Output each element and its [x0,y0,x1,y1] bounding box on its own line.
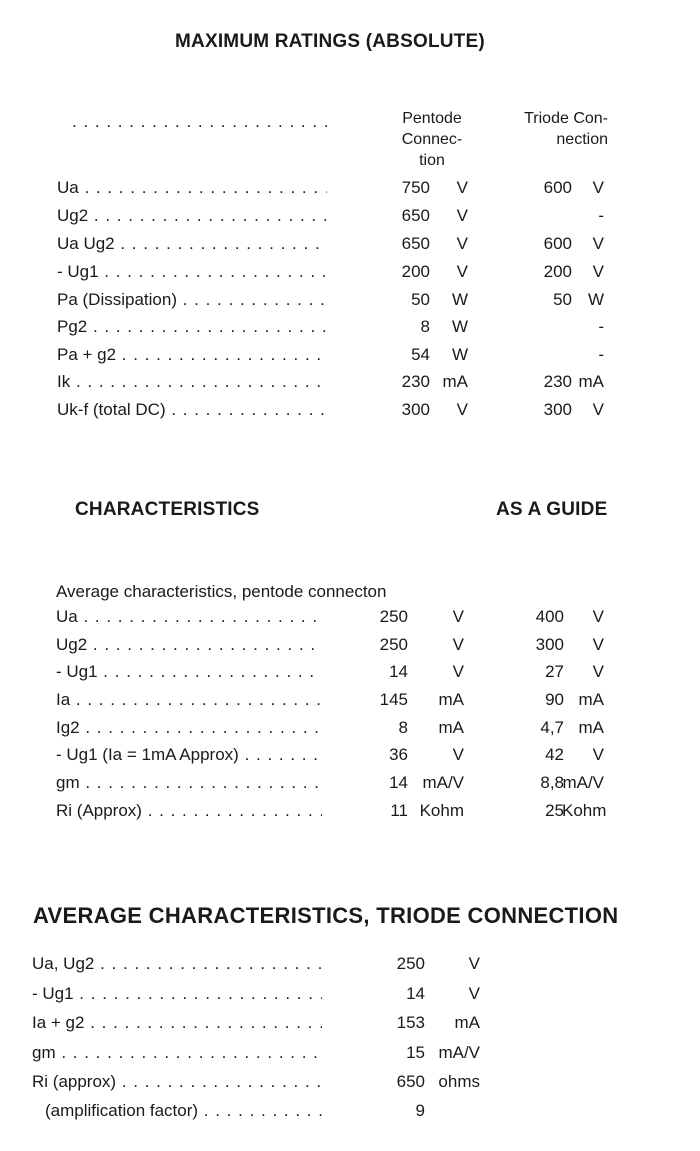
pentode-value-2: 8,8 [540,773,564,792]
row-label: Uk-f (total DC) . . . [57,400,327,420]
triode-unit: V [592,400,604,419]
row-label: Ug2 . . . [57,206,327,226]
pentode-value-2: 25 [545,801,564,820]
header-leader-dots [72,112,327,132]
pentode-unit-1: mA [438,718,464,737]
col-head-pentode: Pentode Connec- tion [401,110,463,169]
pentode-unit-2: V [592,745,604,764]
row-label: Pa + g2 . . . [57,345,327,365]
pentode-unit-1: V [452,745,464,764]
pentode-unit-2: mA/V [562,773,604,792]
pentode-unit-2: mA [578,718,604,737]
triode-unit: W [587,290,604,309]
pentode-unit-2: mA [578,690,604,709]
triode-value: 15 [406,1043,425,1062]
pentode-value-2: 27 [545,662,564,681]
pentode-value-1: 36 [389,745,408,764]
pentode-value: 230 [401,372,430,391]
triode-unit: - [598,345,604,364]
pentode-unit-1: V [452,635,464,654]
triode-unit: V [592,234,604,253]
triode-unit: mA/V [438,1043,480,1062]
pentode-unit-1: V [452,662,464,681]
pentode-unit-1: Kohm [419,801,464,820]
pentode-unit-2: V [592,662,604,681]
row-label: Ua Ug2 . . . [57,234,327,254]
pentode-value-1: 11 [390,801,408,820]
triode-value: 9 [415,1101,425,1120]
triode-value: 230 [543,372,572,391]
row-label: Pa (Dissipation) . . . [57,290,327,310]
pentode-unit: V [456,234,468,253]
pentode-unit-1: mA [438,690,464,709]
row-label: Ug2 . . . [56,635,322,655]
row-label: - Ug1 . . . [56,662,322,682]
row-label: Ik . . . [57,372,327,392]
characteristics-subtitle: Average characteristics, pentode connecton [56,582,387,601]
col-head-triode: Triode Con- nection [524,110,608,148]
pentode-value-2: 300 [535,635,564,654]
triode-value: 250 [396,954,425,973]
pentode-unit: W [451,317,468,336]
pentode-value-1: 145 [379,690,408,709]
pentode-unit: W [451,290,468,309]
row-label: Ia . . . [56,690,322,710]
triode-value: 300 [543,400,572,419]
row-label: Ua . . . [56,607,322,627]
pentode-unit: V [456,178,468,197]
row-label: Pg2 . . . [57,317,327,337]
pentode-unit-1: mA/V [422,773,464,792]
triode-value: 200 [543,262,572,281]
pentode-unit-2: V [592,635,604,654]
row-label: - Ug1 (Ia = 1mA Approx) . . . [56,745,322,765]
row-label: - Ug1 . . . [57,262,327,282]
row-label: Ig2 . . . [56,718,322,738]
pentode-value-1: 8 [398,718,408,737]
pentode-value-1: 250 [379,635,408,654]
triode-value: 650 [396,1072,425,1091]
row-label: (amplification factor) . . . [45,1101,322,1121]
triode-unit: V [468,954,480,973]
triode-unit: mA [578,372,604,391]
pentode-unit-2: Kohm [562,801,607,820]
pentode-value-1: 250 [379,607,408,626]
pentode-unit: V [456,206,468,225]
triode-unit: ohms [438,1072,480,1091]
triode-value: 600 [543,234,572,253]
triode-unit: - [598,206,604,225]
row-label: Ia + g2 . . . [32,1013,322,1033]
pentode-value: 650 [401,234,430,253]
pentode-value-2: 4,7 [540,718,564,737]
pentode-value: 750 [401,178,430,197]
pentode-unit: V [456,400,468,419]
as-a-guide-label: AS A GUIDE [496,499,608,520]
triode-unit: V [468,984,480,1003]
triode-value: 14 [406,984,425,1003]
pentode-value-1: 14 [389,773,408,792]
triode-unit: mA [454,1013,480,1032]
row-label: Ri (Approx) . . . [56,801,322,821]
triode-title: AVERAGE CHARACTERISTICS, TRIODE CONNECTION [33,903,619,928]
pentode-unit: W [451,345,468,364]
pentode-value: 54 [411,345,430,364]
pentode-value-2: 42 [545,745,564,764]
characteristics-title: CHARACTERISTICS [75,499,260,520]
triode-unit: - [598,317,604,336]
triode-value: 153 [396,1013,425,1032]
pentode-value: 200 [401,262,430,281]
pentode-unit: mA [442,372,468,391]
row-label: Ri (approx) . . . [32,1072,322,1092]
pentode-unit-2: V [592,607,604,626]
pentode-value-2: 90 [545,690,564,709]
pentode-value: 8 [420,317,430,336]
pentode-value: 650 [401,206,430,225]
triode-value: 600 [543,178,572,197]
pentode-value-1: 14 [389,662,408,681]
row-label: gm . . . [32,1043,322,1063]
max-ratings-title: MAXIMUM RATINGS (ABSOLUTE) [175,31,485,52]
pentode-value: 300 [401,400,430,419]
pentode-value: 50 [411,290,430,309]
row-label: gm . . . [56,773,322,793]
pentode-unit-1: V [452,607,464,626]
triode-value: 50 [553,290,572,309]
pentode-unit: V [456,262,468,281]
pentode-value-2: 400 [535,607,564,626]
triode-unit: V [592,178,604,197]
triode-unit: V [592,262,604,281]
row-label: Ua, Ug2 . . . [32,954,322,974]
row-label: - Ug1 . . . [32,984,322,1004]
row-label: Ua . . . [57,178,327,198]
